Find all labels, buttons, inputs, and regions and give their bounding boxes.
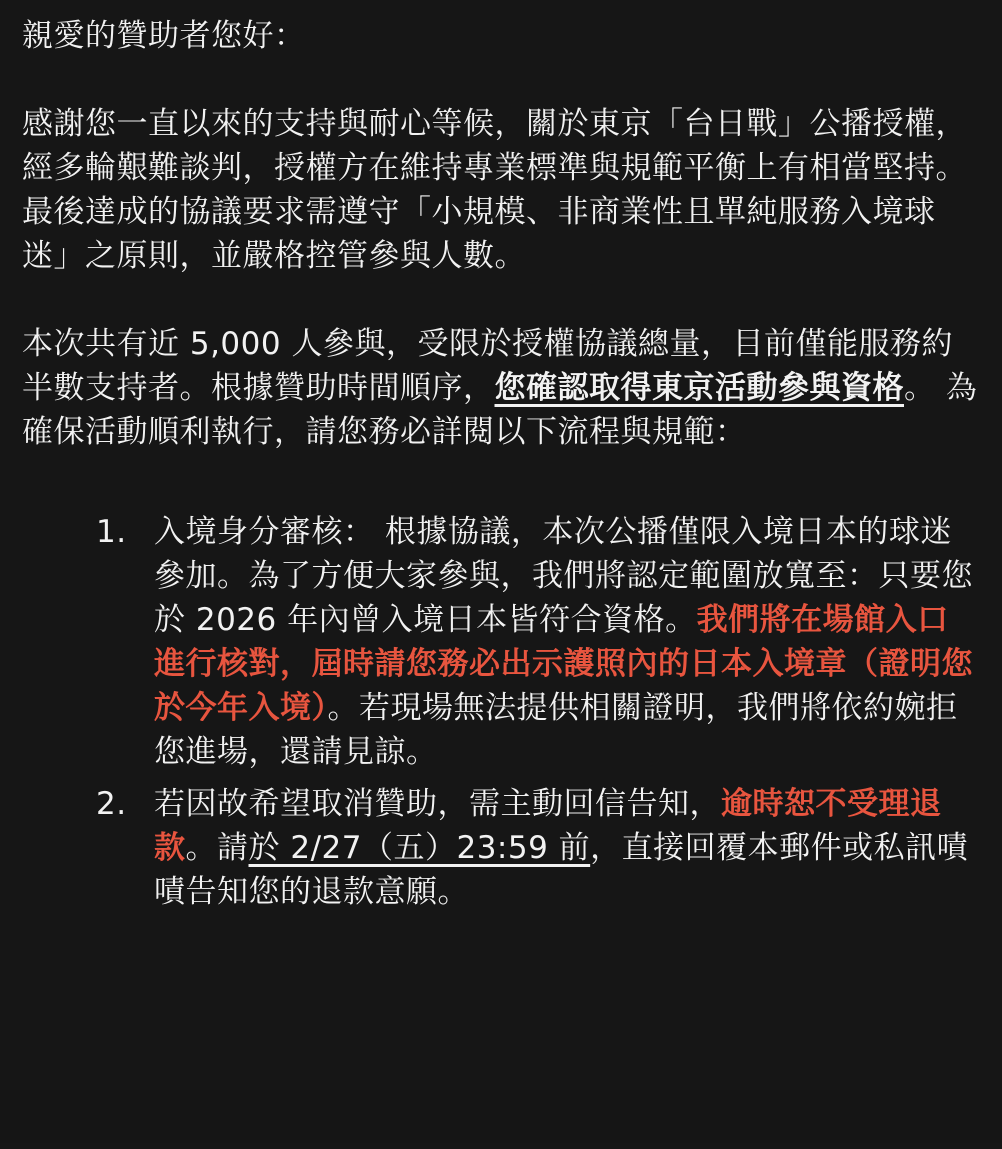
rule-text-cont: 。請	[185, 830, 249, 866]
rule-text: 入境身分審核： 根據協議，本次公播僅限入境日本的球迷參加。為了方便大家參與，我們將認定範圍放寬至：只要您於 2026 年內曾入境日本皆符合資格。	[154, 514, 973, 638]
rule-text-cont: 。若現場無法提供相關證明，我們將依約婉拒您進場，還請見諒。	[154, 690, 958, 770]
list-number: 1.	[96, 514, 127, 550]
rule-warning-text: 我們將在場館入口進行核對，屆時請您務必出示護照內的日本入境章（證明您於今年入境）	[154, 602, 973, 726]
rule-text-end: ，直接回覆本郵件或私訊嘖嘖告知您的退款意願。	[154, 830, 969, 910]
eligibility-confirmed-emphasis: 您確認取得東京活動參與資格	[494, 370, 904, 406]
bottom-overlay	[0, 1090, 1002, 1149]
eligibility-text-cont: 。 為確保活動順利執行，請您務必詳閱以下流程與規範：	[22, 370, 978, 450]
list-item	[22, 510, 980, 774]
rules-list	[22, 510, 980, 914]
list-item	[22, 782, 980, 914]
email-body	[22, 14, 980, 922]
rule-warning-text: 逾時恕不受理退款	[154, 786, 942, 866]
deadline-text: 於 2/27（五）23:59 前	[248, 830, 591, 866]
paragraph-eligibility	[22, 322, 980, 454]
greeting: 親愛的贊助者您好：	[22, 18, 306, 54]
paragraph-license: 感謝您一直以來的支持與耐心等候，關於東京「台日戰」公播授權，經多輪艱難談判，授權方在維持專業標準與規範平衡上有相當堅持。 最後達成的協議要求需遵守「小規模、非商業性且單純服務入境球迷」之原則，並嚴格控管參與人數。	[22, 106, 967, 274]
rule-text: 若因故希望取消贊助，需主動回信告知，	[154, 786, 721, 822]
list-number: 2.	[96, 786, 127, 822]
eligibility-text: 本次共有近 5,000 人參與，受限於授權協議總量，目前僅能服務約半數支持者。根據贊助時間順序，	[22, 326, 953, 406]
